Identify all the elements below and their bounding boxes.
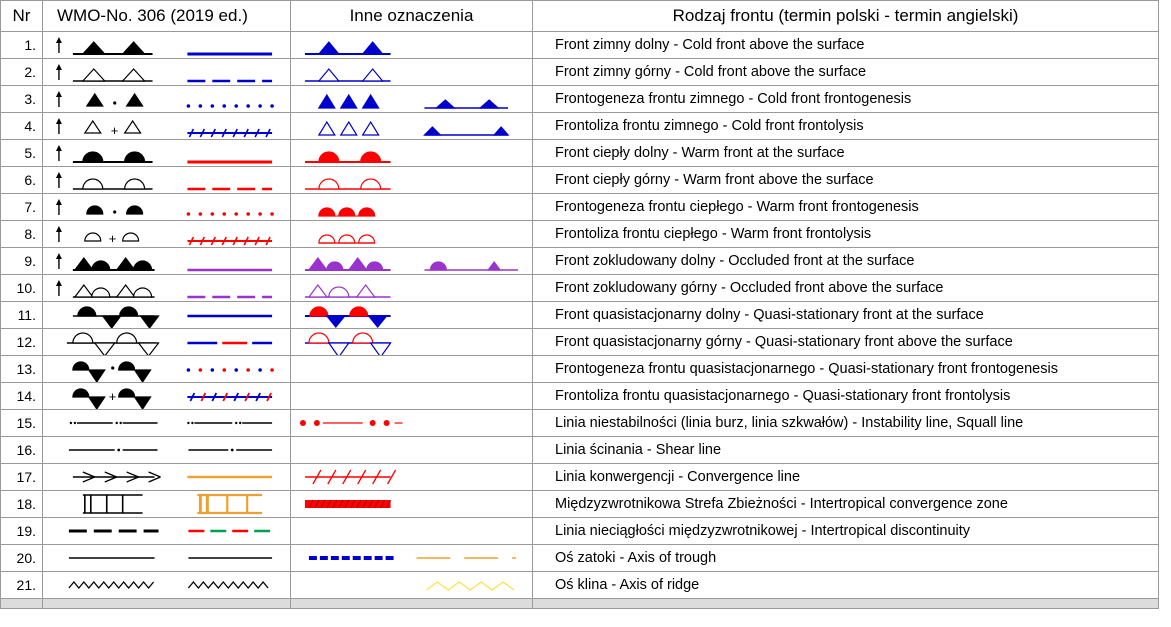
cold-front-surface-alt-icon — [291, 32, 532, 58]
front-description: Frontoliza frontu ciepłego - Warm front frontolysis — [533, 221, 1159, 248]
other-symbol-cell — [291, 329, 533, 356]
other-symbol-cell — [291, 32, 533, 59]
row-number: 7. — [1, 194, 43, 221]
table-row — [1, 572, 1159, 599]
front-description: Front ciepły górny - Warm front above the surface — [533, 167, 1159, 194]
svg-text:+: + — [108, 388, 117, 405]
front-description: Linia ścinania - Shear line — [533, 437, 1159, 464]
front-description: Front ciepły dolny - Warm front at the surface — [533, 140, 1159, 167]
warm-front-surface-wmo-icon — [43, 140, 290, 166]
footer-cell — [291, 599, 533, 609]
other-symbol-cell — [291, 572, 533, 599]
stationary-surface-wmo-icon — [43, 302, 290, 328]
cold-frontogenesis-alt-icon — [291, 86, 532, 112]
row-number: 5. — [1, 140, 43, 167]
wmo-symbol-cell — [43, 86, 291, 113]
front-description: Frontoliza frontu quasistacjonarnego - Quasi-stationary front frontolysis — [533, 383, 1159, 410]
table-row — [1, 194, 1159, 221]
table-row — [1, 86, 1159, 113]
row-number: 16. — [1, 437, 43, 464]
wmo-symbol-cell — [43, 275, 291, 302]
front-description: Międzyzwrotnikowa Strefa Zbieżności - Intertropical convergence zone — [533, 491, 1159, 518]
warm-frontogenesis-alt-icon — [291, 194, 532, 220]
header-row — [1, 1, 1159, 32]
stationary-frontolysis-wmo-icon — [43, 383, 290, 409]
other-symbol-cell — [291, 86, 533, 113]
warm-front-upper-wmo-icon — [43, 167, 290, 193]
wmo-symbol-cell — [43, 248, 291, 275]
squall-line-wmo-icon — [43, 410, 290, 436]
other-symbol-cell — [291, 545, 533, 572]
table-row — [1, 275, 1159, 302]
header-other: Inne oznaczenia — [291, 1, 533, 32]
table-row — [1, 545, 1159, 572]
other-symbol-cell — [291, 59, 533, 86]
table-row — [1, 302, 1159, 329]
table-row — [1, 329, 1159, 356]
other-symbol-cell — [291, 113, 533, 140]
wmo-symbol-cell — [43, 356, 291, 383]
cold-frontolysis-wmo-icon — [43, 113, 290, 139]
wmo-symbol-cell — [43, 113, 291, 140]
row-number: 17. — [1, 464, 43, 491]
occluded-surface-wmo-icon — [43, 248, 290, 274]
front-description: Front quasistacjonarny górny - Quasi-stationary front above the surface — [533, 329, 1159, 356]
table-row — [1, 59, 1159, 86]
row-number: 2. — [1, 59, 43, 86]
itd-wmo-icon — [43, 518, 290, 544]
row-number: 8. — [1, 221, 43, 248]
ridge-axis-alt-icon — [291, 572, 532, 598]
other-symbol-cell — [291, 302, 533, 329]
row-number: 10. — [1, 275, 43, 302]
table-row — [1, 356, 1159, 383]
row-number: 20. — [1, 545, 43, 572]
other-symbol-cell — [291, 356, 533, 383]
occluded-upper-wmo-icon — [43, 275, 290, 301]
convergence-line-alt-icon — [291, 464, 532, 490]
table-row — [1, 491, 1159, 518]
squall-line-alt-icon — [291, 410, 532, 436]
stationary-frontogenesis-wmo-icon — [43, 356, 290, 382]
wmo-symbol-cell — [43, 140, 291, 167]
front-description: Frontogeneza frontu quasistacjonarnego - Quasi-stationary front frontogenesis — [533, 356, 1159, 383]
warm-front-surface-alt-icon — [291, 140, 532, 166]
table-row — [1, 464, 1159, 491]
other-symbol-cell — [291, 518, 533, 545]
other-symbol-cell — [291, 491, 533, 518]
header-nr: Nr — [1, 1, 43, 32]
table-row — [1, 32, 1159, 59]
front-description: Front zokludowany górny - Occluded front above the surface — [533, 275, 1159, 302]
row-number: 11. — [1, 302, 43, 329]
front-description: Oś zatoki - Axis of trough — [533, 545, 1159, 572]
header-type: Rodzaj frontu (termin polski - termin angielski) — [533, 1, 1159, 32]
wmo-symbol-cell — [43, 194, 291, 221]
front-description: Front zokludowany dolny - Occluded front at the surface — [533, 248, 1159, 275]
table-footer-row — [1, 599, 1159, 609]
row-number: 12. — [1, 329, 43, 356]
wmo-symbol-cell — [43, 167, 291, 194]
wmo-symbol-cell — [43, 518, 291, 545]
cold-frontogenesis-wmo-icon — [43, 86, 290, 112]
wmo-symbol-cell — [43, 221, 291, 248]
stationary-surface-alt-icon — [291, 302, 532, 328]
front-description: Front zimny dolny - Cold front above the surface — [533, 32, 1159, 59]
row-number: 1. — [1, 32, 43, 59]
ridge-axis-wmo-icon — [43, 572, 290, 598]
svg-text:+: + — [108, 230, 117, 247]
table-row — [1, 221, 1159, 248]
warm-frontolysis-wmo-icon — [43, 221, 290, 247]
table-row — [1, 383, 1159, 410]
row-number: 13. — [1, 356, 43, 383]
front-description: Frontogeneza frontu zimnego - Cold front frontogenesis — [533, 86, 1159, 113]
other-symbol-cell — [291, 248, 533, 275]
table-row — [1, 248, 1159, 275]
trough-axis-wmo-icon — [43, 545, 290, 571]
wmo-symbol-cell — [43, 491, 291, 518]
wmo-symbol-cell — [43, 437, 291, 464]
footer-cell — [43, 599, 291, 609]
itcz-alt-icon — [291, 491, 532, 517]
wmo-symbol-cell — [43, 545, 291, 572]
other-symbol-cell — [291, 383, 533, 410]
other-symbol-cell — [291, 410, 533, 437]
row-number: 21. — [1, 572, 43, 599]
footer-cell — [1, 599, 43, 609]
front-description: Front zimny górny - Cold front above the surface — [533, 59, 1159, 86]
front-description: Linia nieciągłości międzyzwrotnikowej - Intertropical discontinuity — [533, 518, 1159, 545]
table-row — [1, 410, 1159, 437]
other-symbol-cell — [291, 167, 533, 194]
cold-front-surface-wmo-icon — [43, 32, 290, 58]
row-number: 9. — [1, 248, 43, 275]
itcz-wmo-icon — [43, 491, 290, 517]
wmo-symbol-cell — [43, 410, 291, 437]
other-symbol-cell — [291, 275, 533, 302]
wmo-symbol-cell — [43, 32, 291, 59]
stationary-upper-wmo-icon — [43, 329, 290, 355]
stationary-upper-alt-icon — [291, 329, 532, 355]
warm-frontolysis-alt-icon — [291, 221, 532, 247]
occluded-surface-alt-icon — [291, 248, 532, 274]
warm-front-upper-alt-icon — [291, 167, 532, 193]
cold-frontolysis-alt-icon — [291, 113, 532, 139]
row-number: 18. — [1, 491, 43, 518]
front-description: Oś klina - Axis of ridge — [533, 572, 1159, 599]
wmo-symbol-cell — [43, 464, 291, 491]
wmo-symbol-cell — [43, 572, 291, 599]
row-number: 6. — [1, 167, 43, 194]
front-description: Linia niestabilności (linia burz, linia szkwałów) - Instability line, Squall line — [533, 410, 1159, 437]
row-number: 3. — [1, 86, 43, 113]
warm-frontogenesis-wmo-icon — [43, 194, 290, 220]
row-number: 14. — [1, 383, 43, 410]
convergence-line-wmo-icon — [43, 464, 290, 490]
header-wmo: WMO-No. 306 (2019 ed.) — [43, 1, 291, 32]
occluded-upper-alt-icon — [291, 275, 532, 301]
trough-axis-alt-icon — [291, 545, 532, 571]
table-row — [1, 437, 1159, 464]
row-number: 19. — [1, 518, 43, 545]
wmo-symbol-cell — [43, 329, 291, 356]
row-number: 4. — [1, 113, 43, 140]
table-row — [1, 140, 1159, 167]
footer-cell — [533, 599, 1159, 609]
front-description: Linia konwergencji - Convergence line — [533, 464, 1159, 491]
wmo-symbol-cell — [43, 59, 291, 86]
other-symbol-cell — [291, 221, 533, 248]
other-symbol-cell — [291, 437, 533, 464]
row-number: 15. — [1, 410, 43, 437]
other-symbol-cell — [291, 140, 533, 167]
front-description: Front quasistacjonarny dolny - Quasi-stationary front at the surface — [533, 302, 1159, 329]
other-symbol-cell — [291, 464, 533, 491]
cold-front-upper-wmo-icon — [43, 59, 290, 85]
table-row — [1, 113, 1159, 140]
svg-text:+: + — [110, 122, 119, 139]
table-row — [1, 518, 1159, 545]
front-description: Frontogeneza frontu ciepłego - Warm front frontogenesis — [533, 194, 1159, 221]
other-symbol-cell — [291, 194, 533, 221]
front-description: Frontoliza frontu zimnego - Cold front frontolysis — [533, 113, 1159, 140]
shear-line-wmo-icon — [43, 437, 290, 463]
cold-front-upper-alt-icon — [291, 59, 532, 85]
wmo-symbol-cell — [43, 302, 291, 329]
wmo-symbol-cell — [43, 383, 291, 410]
table-row — [1, 167, 1159, 194]
